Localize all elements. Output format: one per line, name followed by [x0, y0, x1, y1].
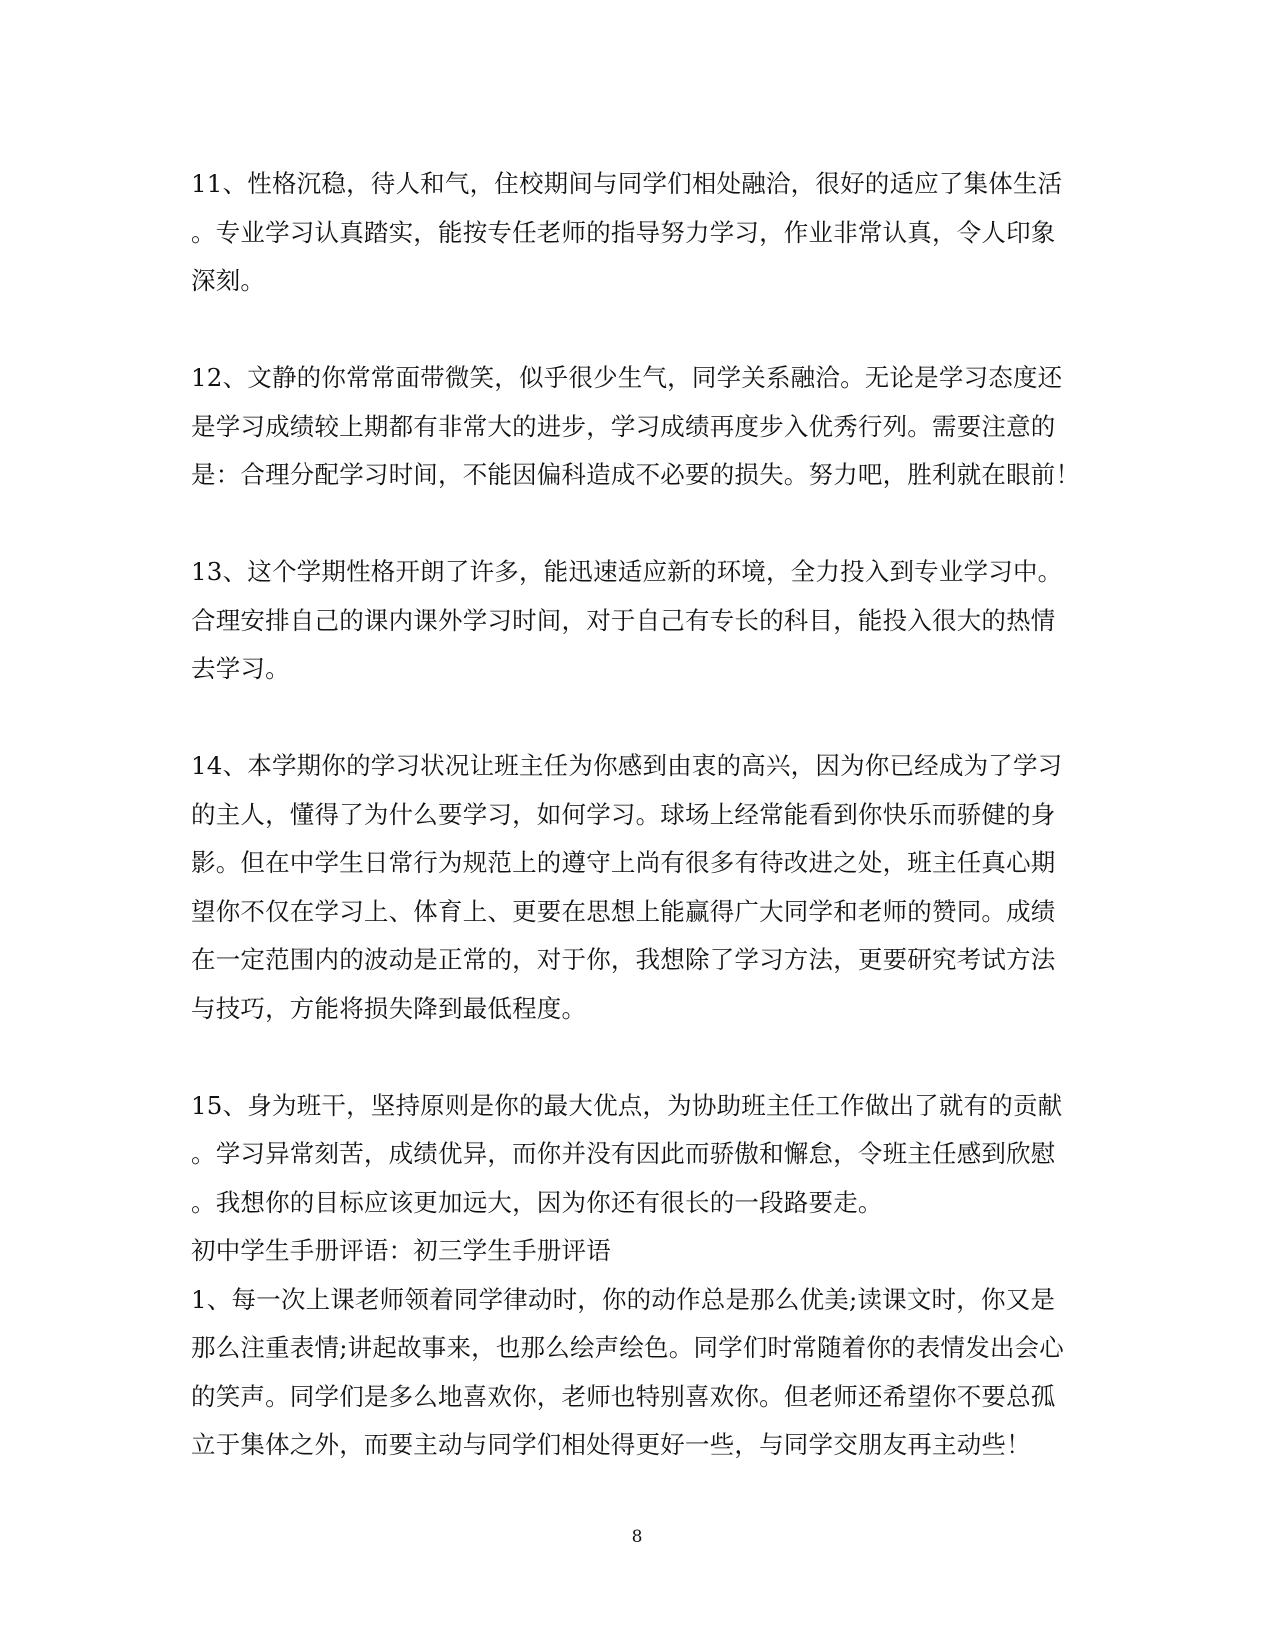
text-line: 那么注重表情;讲起故事来，也那么绘声绘色。同学们时常随着你的表情发出会心 [191, 1333, 1064, 1362]
paragraph-gap [191, 694, 1091, 743]
text-line: 初中学生手册评语：初三学生手册评语 [191, 1236, 611, 1265]
text-line: 的主人，懂得了为什么要学习，如何学习。球场上经常能看到你快乐而骄健的身 [191, 799, 1056, 829]
document-body [191, 160, 1091, 1470]
text-line: 是：合理分配学习时间，不能因偏科造成不必要的损失。努力吧，胜利就在眼前！ [191, 460, 1081, 489]
text-line: 立于集体之外，而要主动与同学们相处得更好一些，与同学交朋友再主动些！ [191, 1430, 1031, 1459]
text-line: 。专业学习认真踏实，能按专任老师的指导努力学习，作业非常认真，令人印象 [191, 217, 1056, 247]
text-line: 。我想你的目标应该更加远大，因为你还有很长的一段路要走。 [191, 1187, 883, 1217]
paragraph-gap [191, 1033, 1091, 1082]
text-line: 影。但在中学生日常行为规范上的遵守上尚有很多有待改进之处，班主任真心期 [191, 848, 1056, 877]
text-line: 12、文静的你常常面带微笑，似乎很少生气，同学关系融洽。无论是学习态度还 [191, 363, 1063, 392]
text-line: 13、这个学期性格开朗了许多，能迅速适应新的环境，全力投入到专业学习中。 [191, 557, 1063, 586]
text-line: 14、本学期你的学习状况让班主任为你感到由衷的高兴，因为你已经成为了学习 [191, 751, 1063, 780]
text-line: 。学习异常刻苦，成绩优异，而你并没有因此而骄傲和懈怠，令班主任感到欣慰 [191, 1139, 1056, 1168]
text-line: 合理安排自己的课内课外学习时间，对于自己有专长的科目，能投入很大的热情 [191, 605, 1056, 635]
text-line: 15、身为班干，坚持原则是你的最大优点，为协助班主任工作做出了就有的贡献 [191, 1090, 1063, 1120]
text-line: 是学习成绩较上期都有非常大的进步，学习成绩再度步入优秀行列。需要注意的 [191, 411, 1056, 441]
page-number: 8 [631, 1527, 643, 1547]
text-line: 去学习。 [191, 654, 290, 683]
text-line: 11、性格沉稳，待人和气，住校期间与同学们相处融洽，很好的适应了集体生活 [191, 169, 1063, 198]
text-line: 望你不仅在学习上、体育上、更要在思想上能赢得广大同学和老师的赞同。成绩 [191, 896, 1056, 926]
text-line: 深刻。 [191, 266, 266, 295]
text-line: 1、每一次上课老师领着同学律动时，你的动作总是那么优美;读课文时，你又是 [191, 1284, 1056, 1314]
paragraph-gap [191, 306, 1091, 355]
text-line: 在一定范围内的波动是正常的，对于你，我想除了学习方法，更要研究考试方法 [191, 945, 1056, 974]
text-line: 与技巧，方能将损失降到最低程度。 [191, 993, 587, 1023]
text-line: 的笑声。同学们是多么地喜欢你，老师也特别喜欢你。但老师还希望你不要总孤 [191, 1381, 1056, 1411]
paragraph-gap [191, 500, 1091, 549]
